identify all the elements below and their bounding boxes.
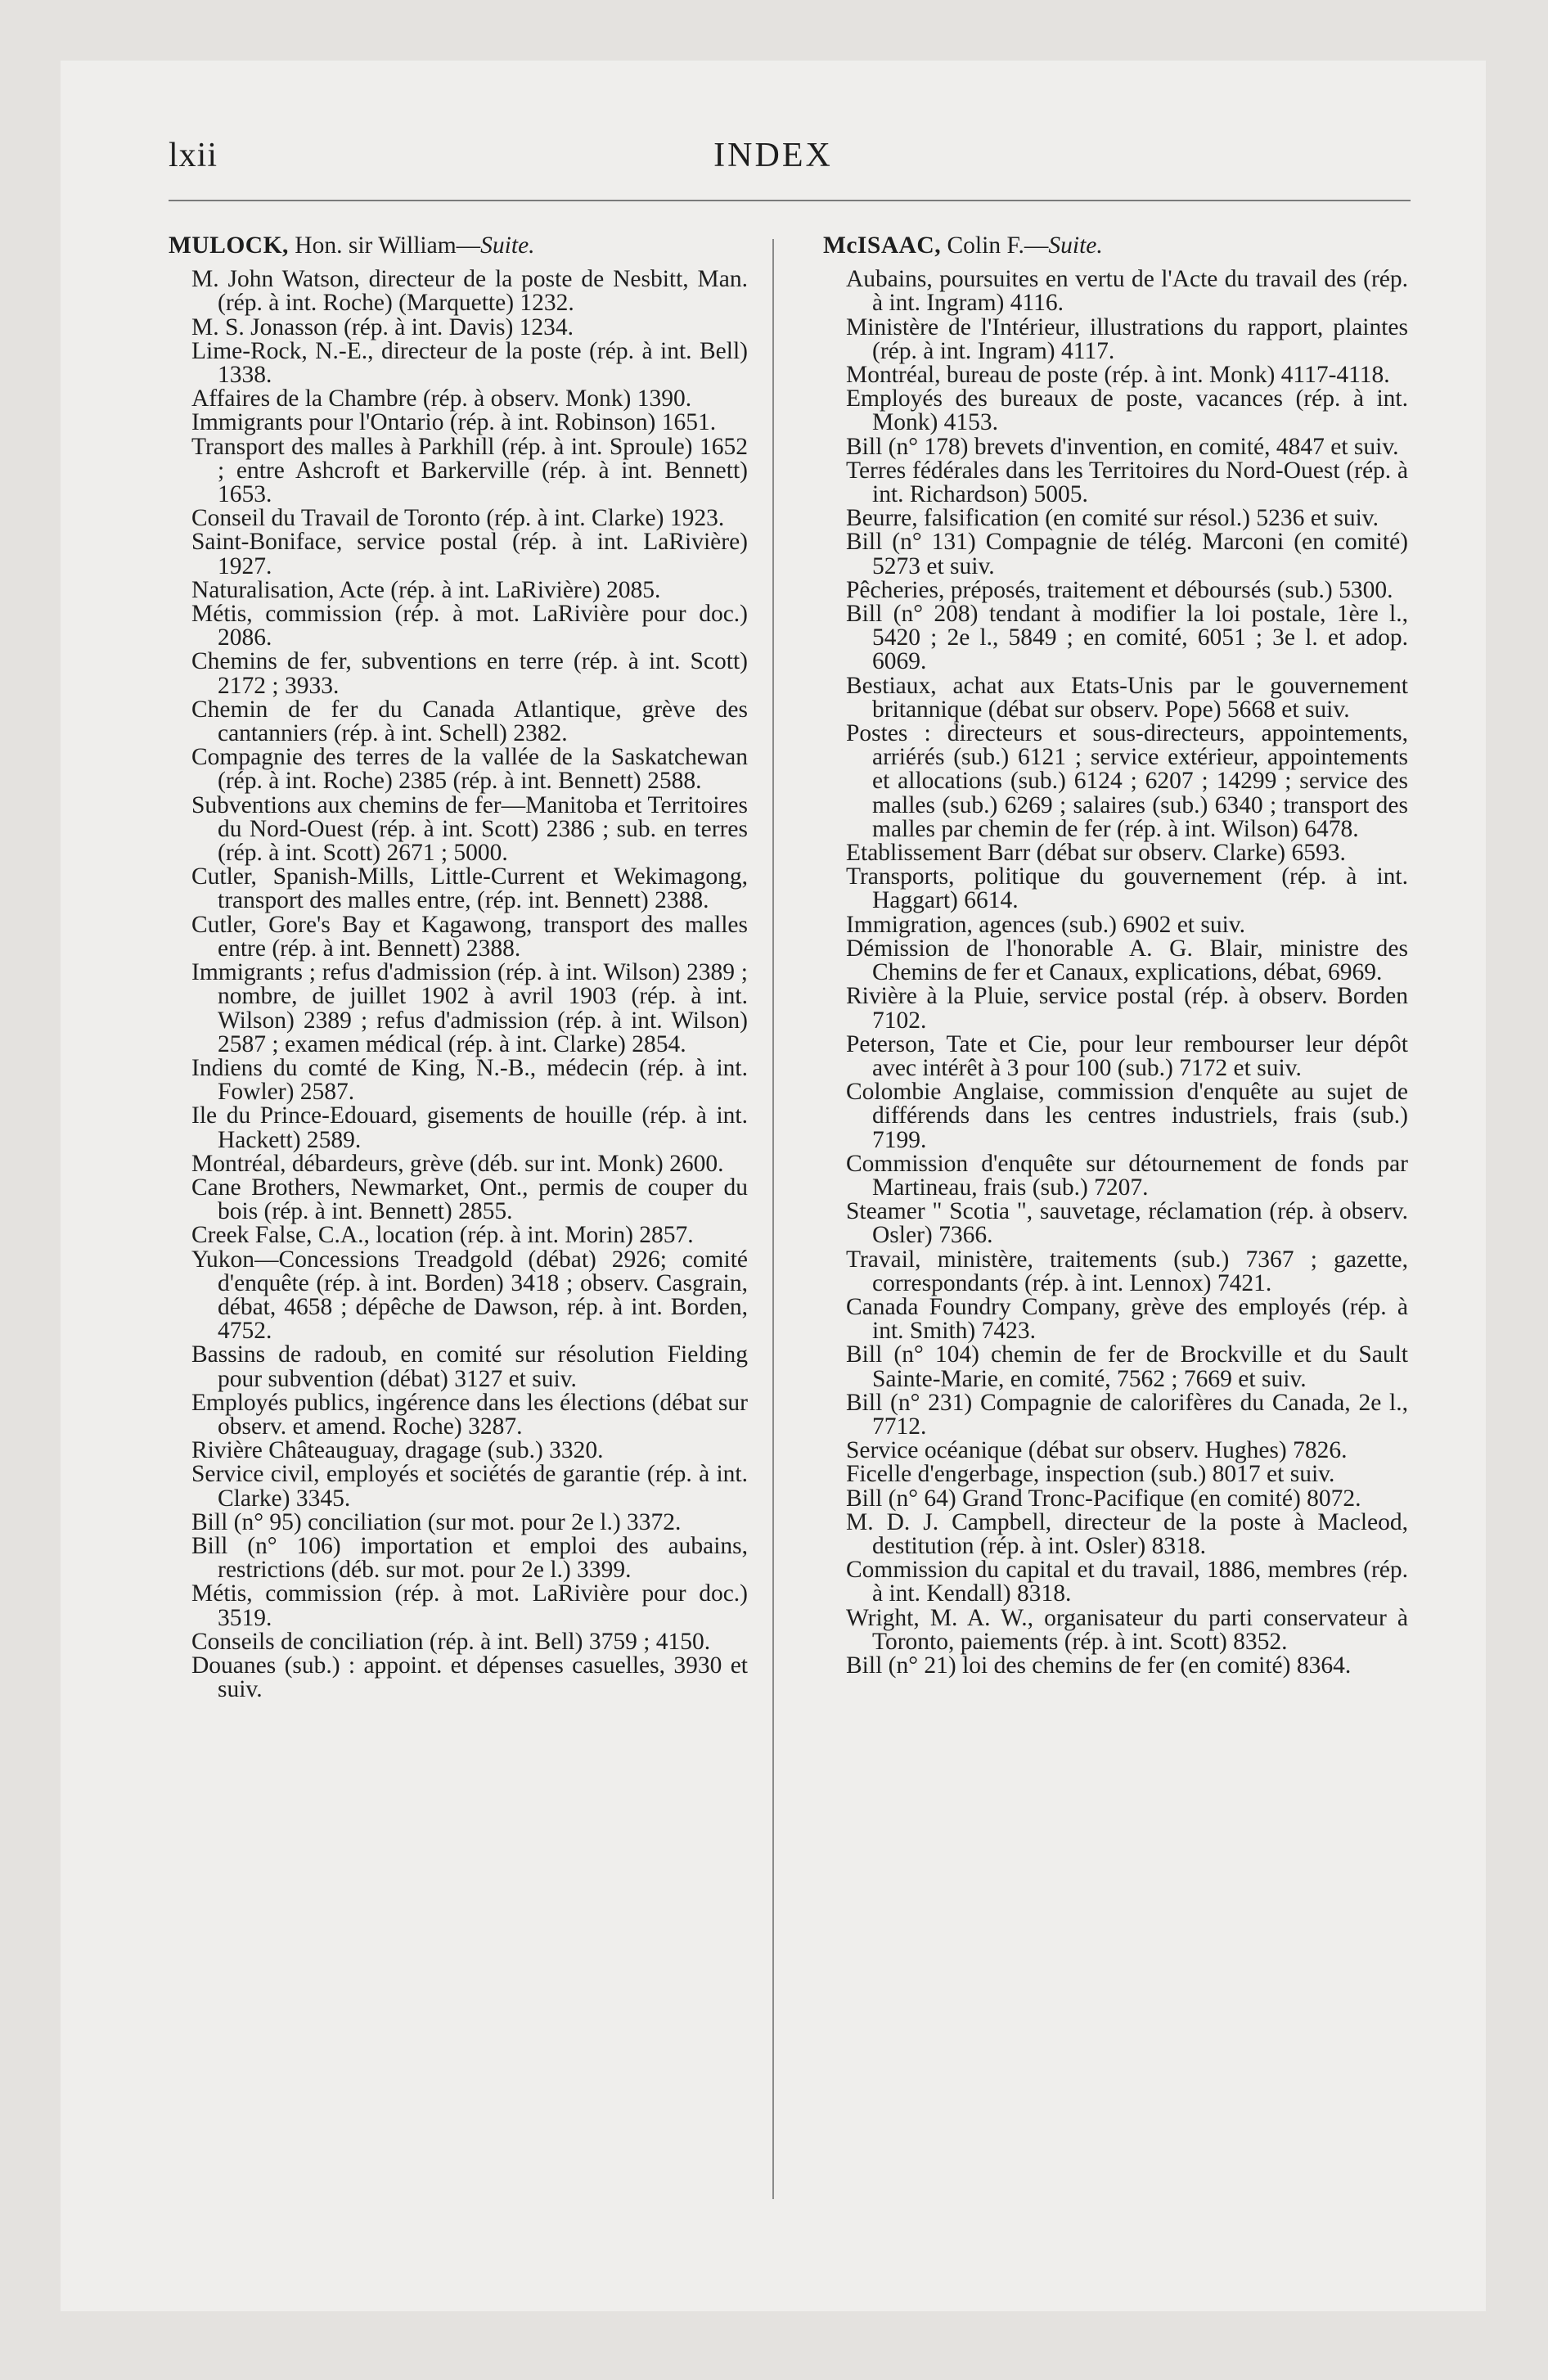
index-entry: Rivière à la Pluie, service postal (rép. à observ. Borden 7102. xyxy=(846,983,1408,1034)
index-entry: Bill (n° 106) importation et emploi des aubains, restrictions (déb. sur mot. pour 2e l.) 3399. xyxy=(191,1532,748,1584)
index-entry: Ile du Prince-Edouard, gisements de houille (rép. à int. Hackett) 2589. xyxy=(191,1102,748,1153)
index-entry: Peterson, Tate et Cie, pour leur rembourser leur dépôt avec intérêt à 3 pour 100 (sub.) 7172 et suiv. xyxy=(846,1030,1408,1081)
index-entry: Cutler, Gore's Bay et Kagawong, transport des malles entre (rép. à int. Bennett) 2388. xyxy=(191,911,748,962)
index-entry: Bill (n° 95) conciliation (sur mot. pour 2e l.) 3372. xyxy=(191,1508,682,1535)
index-entry: Bill (n° 208) tendant à modifier la loi postale, 1ère l., 5420 ; 2e l., 5849 ; en comité, 6051 ; 3e l. et adop. 6069. xyxy=(846,601,1408,675)
index-entry: Bill (n° 131) Compagnie de télég. Marconi (en comité) 5273 et suiv. xyxy=(846,529,1408,579)
index-entry: Colombie Anglaise, commission d'enquête au sujet de différends dans les centres industriels, frais (sub.) 7199. xyxy=(846,1079,1408,1153)
index-entry: Ficelle d'engerbage, inspection (sub.) 8017 et suiv. xyxy=(846,1461,1335,1488)
index-entry: Ministère de l'Intérieur, illustrations du rapport, plaintes (rép. à int. Ingram) 4117. xyxy=(846,313,1408,364)
running-title: INDEX xyxy=(713,137,833,174)
index-entry: Cane Brothers, Newmarket, Ont., permis de couper du bois (rép. à int. Bennett) 2855. xyxy=(191,1174,748,1225)
left-heading-suite: Suite. xyxy=(480,232,535,259)
index-entry: Steamer " Scotia ", sauvetage, réclamation (rép. à observ. Osler) 7366. xyxy=(846,1198,1408,1249)
index-entry: Subventions aux chemins de fer—Manitoba et Territoires du Nord-Ouest (rép. à int. Scott) 2386 ; sub. en terres (rép. à int. Scott) 2671 ; 5000. xyxy=(191,791,748,867)
index-entry: Employés publics, ingérence dans les élections (débat sur observ. et amend. Roche) 3287. xyxy=(191,1389,748,1440)
index-entry: Terres fédérales dans les Territoires du Nord-Ouest (rép. à int. Richardson) 5005. xyxy=(846,457,1408,508)
index-entry: Chemins de fer, subventions en terre (rép. à int. Scott) 2172 ; 3933. xyxy=(191,648,748,699)
index-entry: Bestiaux, achat aux Etats-Unis par le gouvernement britannique (débat sur observ. Pope) 5668 et suiv. xyxy=(846,672,1408,723)
index-entry: Transport des malles à Parkhill (rép. à int. Sproule) 1652 ; entre Ashcroft et Barkerville (rép. à int. Bennett) 1653. xyxy=(191,433,748,508)
index-entry: Etablissement Barr (débat sur observ. Clarke) 6593. xyxy=(846,840,1346,867)
index-entry: Bill (n° 64) Grand Tronc-Pacifique (en comité) 8072. xyxy=(846,1485,1361,1512)
index-entry: M. S. Jonasson (rép. à int. Davis) 1234. xyxy=(191,313,574,340)
index-entry: Bill (n° 104) chemin de fer de Brockville et du Sault Sainte-Marie, en comité, 7562 ; 7669 et suiv. xyxy=(846,1341,1408,1392)
left-column-heading xyxy=(169,234,748,258)
index-entry: Montréal, débardeurs, grève (déb. sur int. Monk) 2600. xyxy=(191,1150,724,1177)
index-entry: Commission du capital et du travail, 1886, membres (rép. à int. Kendall) 8318. xyxy=(846,1557,1408,1607)
index-entry: Démission de l'honorable A. G. Blair, ministre des Chemins de fer et Canaux, explications, débat, 6969. xyxy=(846,935,1408,986)
index-entry: Saint-Boniface, service postal (rép. à int. LaRivière) 1927. xyxy=(191,529,748,579)
index-entry: Yukon—Concessions Treadgold (débat) 2926; comité d'enquête (rép. à int. Borden) 3418 ; observ. Casgrain, débat, 4658 ; dépêche de Dawson, rép. à int. Borden, 4752. xyxy=(191,1246,748,1345)
index-entry: Bassins de radoub, en comité sur résolution Fielding pour subvention (débat) 3127 et suiv. xyxy=(191,1341,748,1392)
left-heading-rest: Hon. sir William— xyxy=(288,232,481,259)
page-number: lxii xyxy=(169,137,218,174)
index-entry: M. D. J. Campbell, directeur de la poste à Macleod, destitution (rép. à int. Osler) 8318. xyxy=(846,1508,1408,1559)
index-entry: Aubains, poursuites en vertu de l'Acte du travail des (rép. à int. Ingram) 4116. xyxy=(846,266,1408,317)
index-entry: Bill (n° 231) Compagnie de calorifères du Canada, 2e l., 7712. xyxy=(846,1389,1408,1440)
index-entry: Creek False, C.A., location (rép. à int. Morin) 2857. xyxy=(191,1222,694,1249)
index-entry: Canada Foundry Company, grève des employés (rép. à int. Smith) 7423. xyxy=(846,1293,1408,1345)
index-entry: M. John Watson, directeur de la poste de Nesbitt, Man. (rép. à int. Roche) (Marquette) 1232. xyxy=(191,266,748,317)
right-entries-list xyxy=(823,268,1408,1678)
index-entry: Compagnie des terres de la vallée de la Saskatchewan (rép. à int. Roche) 2385 (rép. à int. Bennett) 2588. xyxy=(191,744,748,795)
index-entry: Beurre, falsification (en comité sur résol.) 5236 et suiv. xyxy=(846,505,1379,532)
index-entry: Service océanique (débat sur observ. Hughes) 7826. xyxy=(846,1437,1348,1464)
right-heading-rest: Colin F.— xyxy=(941,232,1049,259)
index-entry: Employés des bureaux de poste, vacances (rép. à int. Monk) 4153. xyxy=(846,385,1408,436)
index-entry: Wright, M. A. W., organisateur du parti conservateur à Toronto, paiements (rép. à int. Scott) 8352. xyxy=(846,1604,1408,1655)
column-divider xyxy=(772,239,774,2199)
index-entry: Pêcheries, préposés, traitement et déboursés (sub.) 5300. xyxy=(846,576,1393,603)
right-heading-name: McISAAC, xyxy=(823,232,942,259)
index-entry: Cutler, Spanish-Mills, Little-Current et Wekimagong, transport des malles entre, (rép. int. Bennett) 2388. xyxy=(191,863,748,914)
left-entries-list xyxy=(169,268,748,1702)
index-entry: Métis, commission (rép. à mot. LaRivière pour doc.) 2086. xyxy=(191,601,748,651)
right-heading-suite: Suite. xyxy=(1048,232,1103,259)
index-entry: Transports, politique du gouvernement (rép. à int. Haggart) 6614. xyxy=(846,863,1408,914)
index-entry: Naturalisation, Acte (rép. à int. LaRivière) 2085. xyxy=(191,576,661,603)
index-entry: Immigrants pour l'Ontario (rép. à int. Robinson) 1651. xyxy=(191,409,717,436)
index-entry: Conseil du Travail de Toronto (rép. à int. Clarke) 1923. xyxy=(191,505,725,532)
index-entry: Lime-Rock, N.-E., directeur de la poste (rép. à int. Bell) 1338. xyxy=(191,337,748,389)
left-column xyxy=(169,234,748,1702)
right-column-heading xyxy=(823,234,1408,258)
left-heading-name: MULOCK, xyxy=(169,232,289,259)
index-entry: Indiens du comté de King, N.-B., médecin (rép. à int. Fowler) 2587. xyxy=(191,1054,748,1106)
index-entry: Affaires de la Chambre (rép. à observ. Monk) 1390. xyxy=(191,385,692,412)
index-entry: Service civil, employés et sociétés de garantie (rép. à int. Clarke) 3345. xyxy=(191,1461,748,1512)
index-entry: Postes : directeurs et sous-directeurs, appointements, arriérés (sub.) 6121 ; service extérieur, appointements et allocations (sub.) 6124 ; 6207 ; 14299 ; service des malles (sub.) 6269 ; salaires (sub.) 6340 ; transport des malles par chemin de fer (rép. à int. Wilson) 6478. xyxy=(846,720,1408,842)
index-entry: Chemin de fer du Canada Atlantique, grève des cantanniers (rép. à int. Schell) 2382. xyxy=(191,696,748,747)
index-entry: Bill (n° 178) brevets d'invention, en comité, 4847 et suiv. xyxy=(846,433,1399,460)
index-entry: Travail, ministère, traitements (sub.) 7367 ; gazette, correspondants (rép. à int. Lennox) 7421. xyxy=(846,1246,1408,1296)
index-entry: Montréal, bureau de poste (rép. à int. Monk) 4117-4118. xyxy=(846,362,1390,389)
header-rule xyxy=(169,200,1411,201)
index-entry: Métis, commission (rép. à mot. LaRivière pour doc.) 3519. xyxy=(191,1580,748,1631)
index-entry: Immigrants ; refus d'admission (rép. à int. Wilson) 2389 ; nombre, de juillet 1902 à avril 1903 (rép. à int. Wilson) 2389 ; refus d'admission (rép. à int. Wilson) 2587 ; examen médical (rép. à int. Clarke) 2854. xyxy=(191,959,748,1057)
index-entry: Rivière Châteauguay, dragage (sub.) 3320. xyxy=(191,1437,604,1464)
right-column xyxy=(823,234,1408,1678)
page-sheet xyxy=(61,61,1486,2311)
index-entry: Bill (n° 21) loi des chemins de fer (en comité) 8364. xyxy=(846,1652,1352,1679)
index-entry: Conseils de conciliation (rép. à int. Bell) 3759 ; 4150. xyxy=(191,1628,711,1655)
index-entry: Douanes (sub.) : appoint. et dépenses casuelles, 3930 et suiv. xyxy=(191,1652,748,1703)
index-entry: Immigration, agences (sub.) 6902 et suiv. xyxy=(846,911,1246,938)
index-entry: Commission d'enquête sur détournement de fonds par Martineau, frais (sub.) 7207. xyxy=(846,1150,1408,1201)
